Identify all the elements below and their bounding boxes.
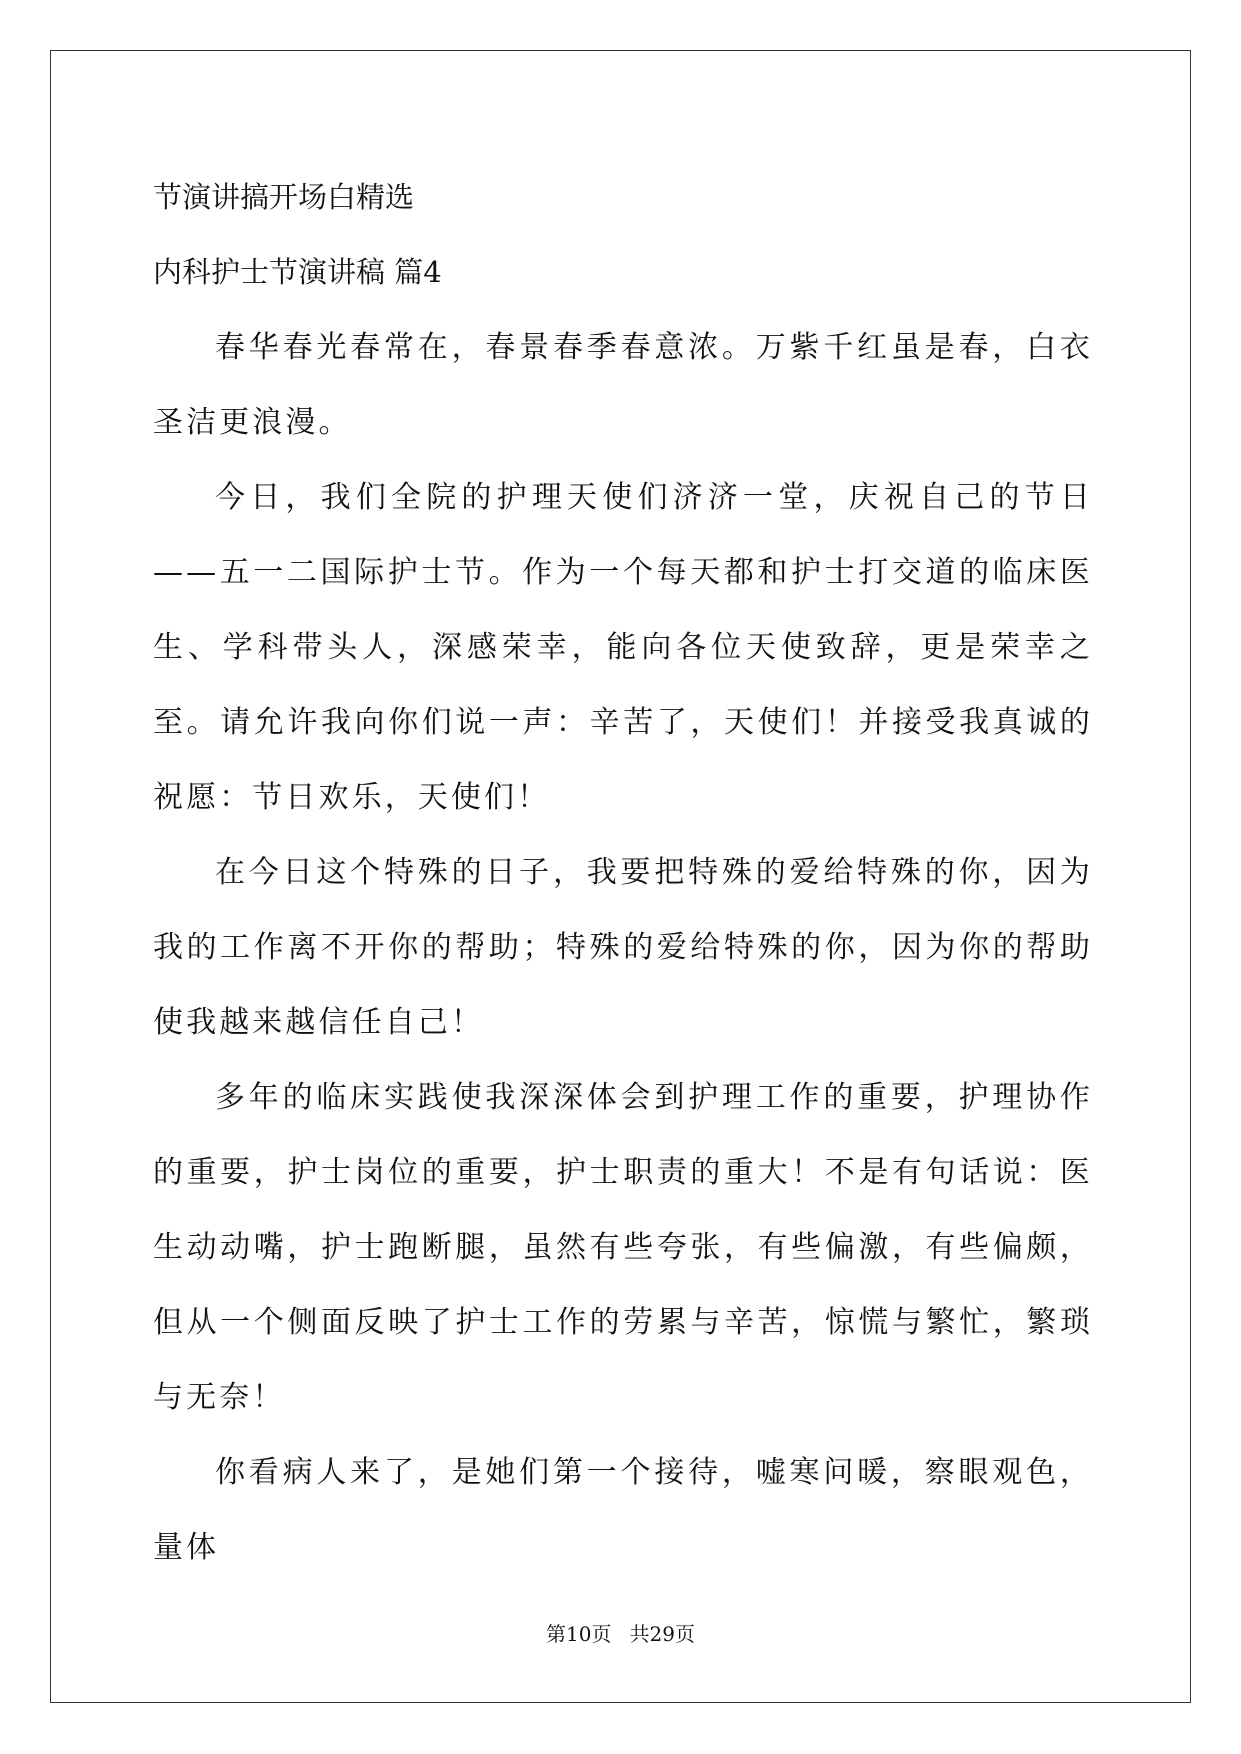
paragraph-5: 你看病人来了，是她们第一个接待，嘘寒问暖，察眼观色，量体	[153, 1455, 1093, 1565]
document-body	[153, 160, 1093, 1585]
page-total: 共29页	[629, 1622, 695, 1646]
page-footer	[0, 1618, 1241, 1647]
document-heading-1: 节演讲搞开场白精选	[153, 180, 415, 214]
page-number: 第10页	[546, 1622, 612, 1646]
paragraph-3: 在今日这个特殊的日子，我要把特殊的爱给特殊的你，因为我的工作离不开你的帮助；特殊的爱给特殊的你，因为你的帮助使我越来越信任自己！	[153, 855, 1093, 1040]
paragraph-1: 春华春光春常在，春景春季春意浓。万紫千红虽是春，白衣圣洁更浪漫。	[153, 330, 1093, 440]
paragraph-4: 多年的临床实践使我深深体会到护理工作的重要，护理协作的重要，护士岗位的重要，护士职责的重大！不是有句话说：医生动动嘴，护士跑断腿，虽然有些夸张，有些偏激，有些偏颇，但从一个侧面反映了护士工作的劳累与辛苦，惊慌与繁忙，繁琐与无奈！	[153, 1080, 1093, 1415]
paragraph-2: 今日，我们全院的护理天使们济济一堂，庆祝自己的节日——五一二国际护士节。作为一个每天都和护士打交道的临床医生、学科带头人，深感荣幸，能向各位天使致辞，更是荣幸之至。请允许我向你们说一声：辛苦了，天使们！并接受我真诚的祝愿：节日欢乐，天使们！	[153, 480, 1093, 815]
document-heading-2: 内科护士节演讲稿 篇4	[153, 255, 442, 289]
